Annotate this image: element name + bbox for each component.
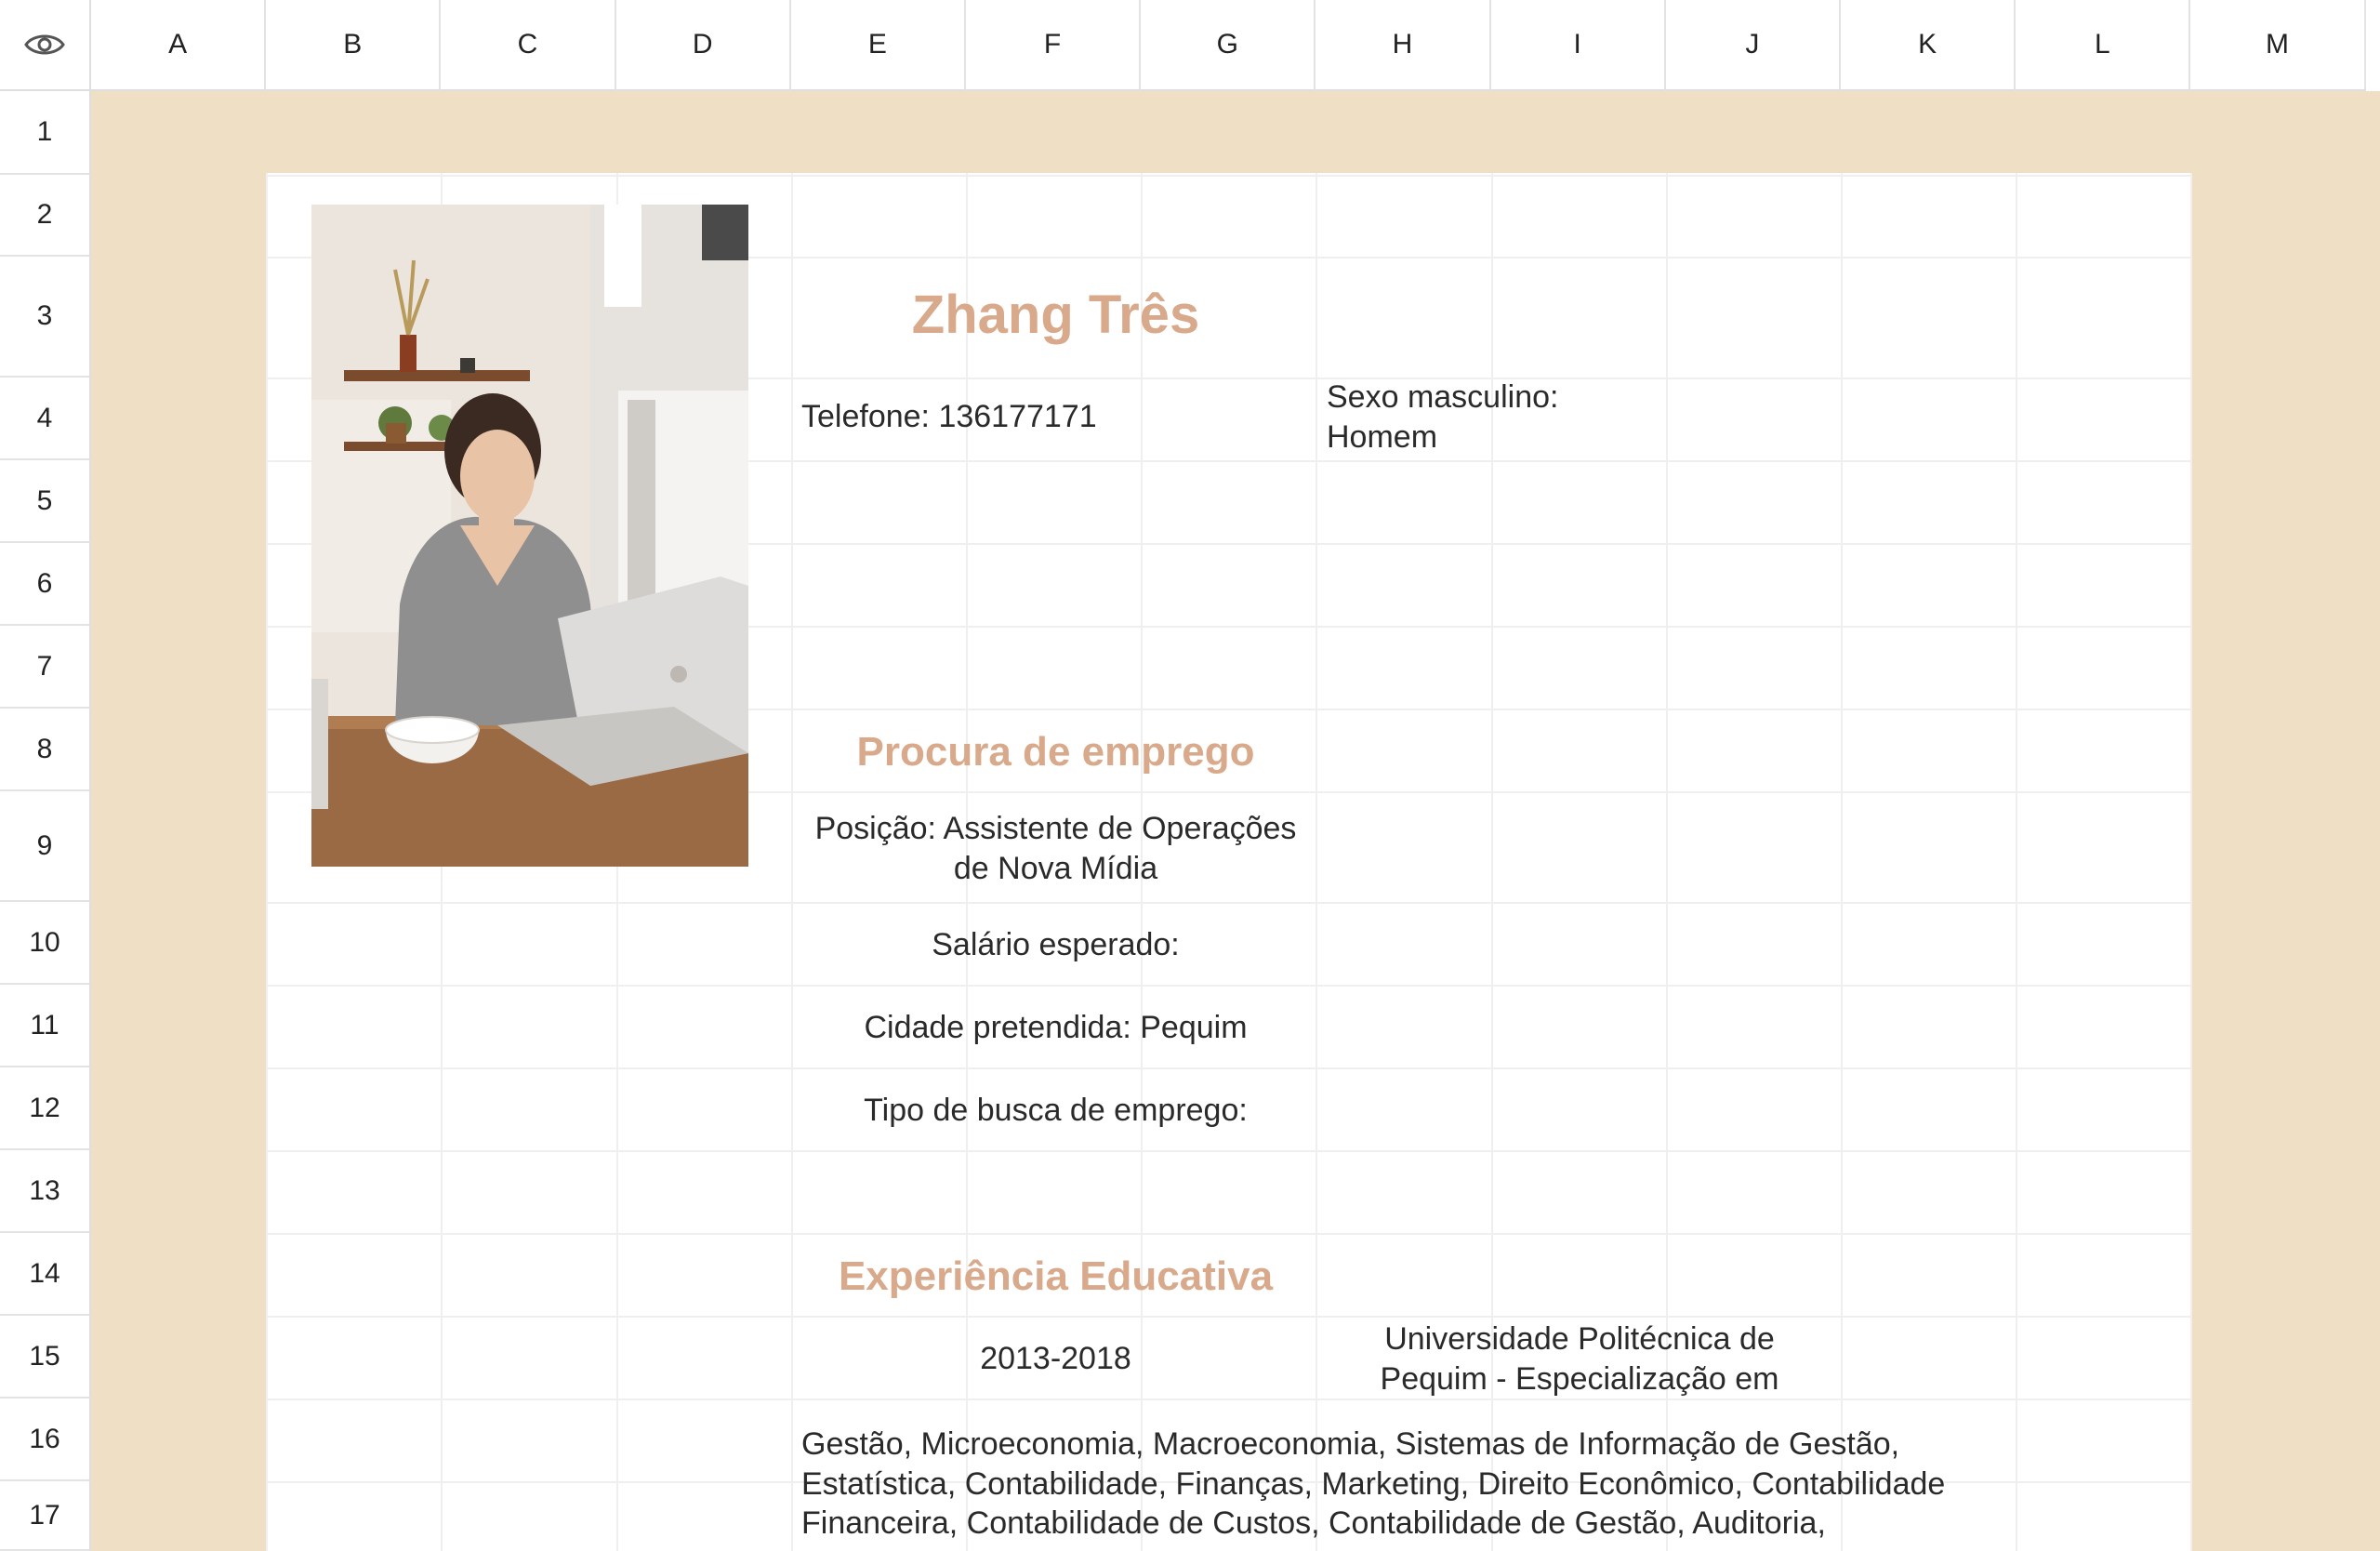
grid-line-vertical <box>791 173 793 1551</box>
courses-line-2: Estatística, Contabilidade, Finanças, Marketing, Direito Econômico, Contabilidade <box>801 1465 1946 1502</box>
select-all-corner[interactable] <box>0 0 91 91</box>
courses-line-3: Financeira, Contabilidade de Custos, Contabilidade de Gestão, Auditoria, <box>801 1505 1826 1541</box>
grid-line-vertical <box>266 173 268 1551</box>
row-header-9[interactable]: 9 <box>0 791 91 902</box>
courses-cell[interactable] <box>801 1425 2122 1551</box>
photo-image <box>311 205 748 867</box>
phone-cell[interactable]: Telefone: 136177171 <box>801 399 1097 435</box>
school-line-2: Pequim - Especialização em <box>1380 1360 1779 1397</box>
column-header-a[interactable]: A <box>91 0 266 91</box>
row-header-5[interactable]: 5 <box>0 460 91 543</box>
row-header-10[interactable]: 10 <box>0 902 91 985</box>
row-header-17[interactable]: 17 <box>0 1481 91 1551</box>
row-header-11[interactable]: 11 <box>0 985 91 1067</box>
job-type-cell[interactable]: Tipo de busca de emprego: <box>864 1093 1248 1129</box>
row-header-7[interactable]: 7 <box>0 626 91 709</box>
column-header-i[interactable]: I <box>1491 0 1666 91</box>
row-header-15[interactable]: 15 <box>0 1316 91 1399</box>
column-header-h[interactable]: H <box>1316 0 1490 91</box>
column-header-j[interactable]: J <box>1666 0 1841 91</box>
courses-line-1: Gestão, Microeconomia, Macroeconomia, Sistemas de Informação de Gestão, <box>801 1426 1900 1462</box>
column-header-g[interactable]: G <box>1141 0 1316 91</box>
column-header-f[interactable]: F <box>966 0 1141 91</box>
column-header-l[interactable]: L <box>2016 0 2190 91</box>
grid-line-horizontal <box>266 175 2192 177</box>
salary-cell[interactable]: Salário esperado: <box>932 927 1180 963</box>
grid-line-vertical <box>2016 173 2017 1551</box>
column-header-d[interactable]: D <box>616 0 791 91</box>
position-cell[interactable] <box>794 793 1317 904</box>
row-header-6[interactable]: 6 <box>0 543 91 626</box>
row-header-16[interactable]: 16 <box>0 1399 91 1481</box>
column-header-c[interactable]: C <box>441 0 615 91</box>
column-header-m[interactable]: M <box>2190 0 2365 91</box>
row-header-12[interactable]: 12 <box>0 1067 91 1150</box>
row-header-8[interactable]: 8 <box>0 709 91 791</box>
education-section-title[interactable]: Experiência Educativa <box>838 1253 1274 1299</box>
column-header-e[interactable]: E <box>791 0 966 91</box>
position-line-1: Posição: Assistente de Operações <box>814 811 1297 846</box>
education-years-cell[interactable]: 2013-2018 <box>980 1341 1131 1377</box>
gender-cell[interactable] <box>1327 376 1699 458</box>
eye-icon[interactable] <box>24 31 65 59</box>
gender-label: Sexo masculino: <box>1327 379 1559 415</box>
job-section-title[interactable]: Procura de emprego <box>856 729 1255 775</box>
school-line-1: Universidade Politécnica de <box>1384 1321 1775 1357</box>
education-school-cell[interactable] <box>1317 1318 1842 1400</box>
row-header-1[interactable]: 1 <box>0 91 91 175</box>
position-line-2: de Nova Mídia <box>953 850 1158 886</box>
row-header-3[interactable]: 3 <box>0 257 91 378</box>
row-header-2[interactable]: 2 <box>0 175 91 257</box>
column-header-k[interactable]: K <box>1841 0 2016 91</box>
candidate-name[interactable]: Zhang Três <box>911 284 1200 345</box>
gender-value: Homem <box>1327 418 1438 455</box>
column-header-b[interactable]: B <box>266 0 441 91</box>
row-header-14[interactable]: 14 <box>0 1233 91 1316</box>
grid-line-vertical <box>2190 173 2192 1551</box>
row-header-4[interactable]: 4 <box>0 378 91 460</box>
row-header-13[interactable]: 13 <box>0 1150 91 1233</box>
city-cell[interactable]: Cidade pretendida: Pequim <box>864 1010 1248 1046</box>
profile-photo[interactable] <box>311 205 748 867</box>
cell-grid[interactable] <box>91 91 2380 1551</box>
